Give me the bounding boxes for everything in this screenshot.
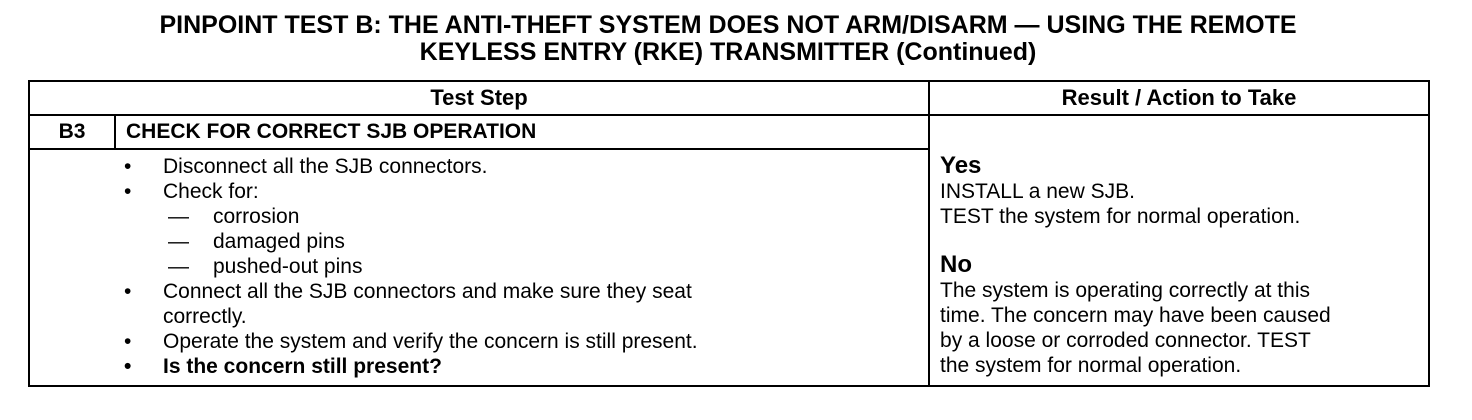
result-no-line: time. The concern may have been caused (940, 304, 1331, 327)
instruction-text: Check for: (163, 180, 259, 203)
bullet-marker: • (124, 355, 132, 378)
instruction-item (30, 179, 928, 204)
result-cell (929, 115, 1429, 386)
instruction-text: Connect all the SJB connectors and make sure they seat (163, 280, 692, 303)
step-instructions (29, 149, 929, 386)
subitem-text: corrosion (213, 205, 300, 228)
dash-marker: — (168, 230, 189, 253)
check-subitem (30, 204, 928, 229)
bullet-marker: • (124, 330, 132, 353)
instruction-text: Disconnect all the SJB connectors. (163, 155, 488, 178)
subitem-text: pushed-out pins (213, 255, 363, 278)
step-title: CHECK FOR CORRECT SJB OPERATION (115, 115, 929, 149)
header-row (29, 81, 1429, 115)
result-yes-line: INSTALL a new SJB. (940, 180, 1135, 203)
result-no-label: No (940, 251, 973, 278)
title-line-2: KEYLESS ENTRY (RKE) TRANSMITTER (Continued) (419, 38, 1037, 66)
subitem-text: damaged pins (213, 230, 345, 253)
instruction-text: correctly. (163, 305, 247, 328)
bullet-marker: • (124, 280, 132, 303)
step-title-row (29, 115, 1429, 149)
result-spacer (940, 229, 1420, 251)
instruction-text: Operate the system and verify the concern is still present. (163, 330, 698, 353)
instruction-continuation (30, 304, 928, 329)
step-id: B3 (29, 115, 115, 149)
dash-marker: — (168, 205, 189, 228)
pinpoint-test-table (28, 80, 1430, 387)
instruction-item (30, 329, 928, 354)
header-result-action: Result / Action to Take (929, 81, 1429, 115)
check-subitem (30, 254, 928, 279)
instruction-question (30, 354, 928, 379)
header-test-step: Test Step (29, 81, 929, 115)
bullet-marker: • (124, 180, 132, 203)
check-subitem (30, 229, 928, 254)
title-line-1: PINPOINT TEST B: THE ANTI-THEFT SYSTEM DOES NOT ARM/DISARM — USING THE REMOTE (159, 11, 1297, 39)
instruction-item (30, 279, 928, 304)
result-yes-line: TEST the system for normal operation. (940, 205, 1301, 228)
page-title (0, 12, 1456, 66)
question-text: Is the concern still present? (163, 355, 442, 378)
instruction-item (30, 154, 928, 179)
result-no-line: the system for normal operation. (940, 354, 1242, 377)
result-no-line: The system is operating correctly at this (940, 279, 1310, 302)
result-yes-label: Yes (940, 152, 982, 179)
result-no-line: by a loose or corroded connector. TEST (940, 329, 1311, 352)
bullet-marker: • (124, 155, 132, 178)
dash-marker: — (168, 255, 189, 278)
